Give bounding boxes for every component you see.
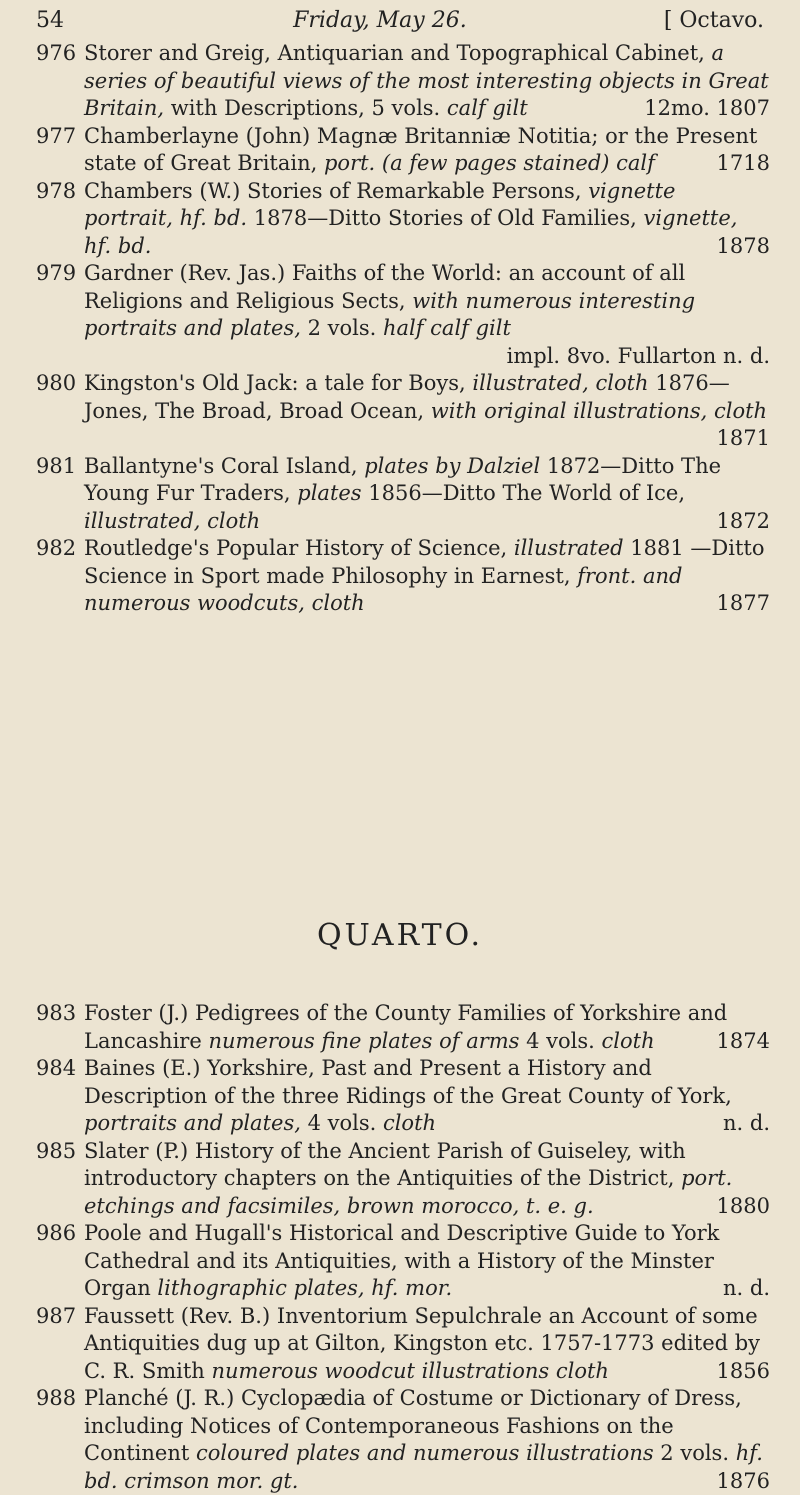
entry-text: Ballantyne's Coral Island, (84, 454, 364, 478)
entry-format-date: 1718 (717, 150, 770, 178)
entry-text: 1872—Ditto The Young Fur Traders, (84, 454, 721, 506)
catalogue-entry (36, 370, 770, 453)
entry-text: 1856—Ditto The World of Ice, (362, 481, 685, 505)
entry-text: Chamberlayne (John) Magnæ Britanniæ Notitia; or the Present state of Great Britain, (84, 124, 757, 176)
lot-number: 985 (36, 1138, 84, 1166)
entry-format-date: n. d. (723, 1275, 770, 1303)
lot-number: 987 (36, 1303, 84, 1331)
entry-text: Faussett (Rev. B.) Inventorium Sepulchrale an Account of some Antiquities dug up at Gilton, Kingston etc. 1757-1773 edited by C. R. Smith (84, 1304, 760, 1383)
entry-text: Chambers (W.) Stories of Remarkable Persons, (84, 179, 588, 203)
entry-italic-text: portraits and plates, (84, 1111, 301, 1135)
entry-text: Foster (J.) Pedigrees of the County Families of Yorkshire and Lancashire (84, 1001, 727, 1053)
lot-number: 983 (36, 1000, 84, 1028)
section-title: QUARTO. (0, 918, 800, 953)
catalogue-entry (36, 1000, 770, 1055)
entry-italic-text: cloth (602, 1029, 655, 1053)
entry-italic-text: port. etchings and facsimiles, brown morocco, t. e. g. (84, 1166, 732, 1218)
entry-italic-text: with numerous interesting portraits and plates, (84, 289, 695, 341)
catalogue-entry (36, 123, 770, 178)
entry-italic-text: calf gilt (447, 96, 528, 120)
entry-format-date: impl. 8vo. Fullarton n. d. (507, 343, 770, 371)
entry-italic-text: with original illustrations, cloth (431, 399, 767, 423)
entry-text: Baines (E.) Yorkshire, Past and Present a History and Description of the three Ridings of the Great County of York, (84, 1056, 732, 1108)
lot-number: 980 (36, 370, 84, 398)
entry-text: 2 vols. (301, 316, 383, 340)
entry-italic-text: port. (a few pages stained) calf (324, 151, 655, 175)
entry-format-date: 1878 (717, 233, 770, 261)
entry-text: 1876—Jones, The Broad, Broad Ocean, (84, 371, 730, 423)
entry-text: with Descriptions, 5 vols. (164, 96, 447, 120)
format-label: [ Octavo. (664, 8, 764, 33)
catalogue-entry (36, 40, 770, 123)
catalogue-entry (36, 535, 770, 618)
entry-italic-text: cloth (383, 1111, 436, 1135)
entry-italic-text: lithographic plates, hf. mor. (157, 1276, 452, 1300)
lot-number: 977 (36, 123, 84, 151)
entry-text: Kingston's Old Jack: a tale for Boys, (84, 371, 472, 395)
lot-number: 979 (36, 260, 84, 288)
entry-format-date: 1876 (717, 1468, 770, 1495)
entry-format-date: 12mo. 1807 (644, 95, 770, 123)
entry-text: 2 vols. (654, 1441, 736, 1465)
entry-format-date: 1874 (717, 1028, 770, 1056)
entry-text: 4 vols. (519, 1029, 601, 1053)
sale-date: Friday, May 26. (293, 8, 467, 33)
lot-number: 988 (36, 1385, 84, 1413)
entry-text: 1881 —Ditto Science in Sport made Philosophy in Earnest, (84, 536, 765, 588)
entry-format-date: 1872 (717, 508, 770, 536)
entry-text: 1878—Ditto Stories of Old Families, (247, 206, 643, 230)
lot-number: 981 (36, 453, 84, 481)
entry-italic-text: numerous fine plates of arms (208, 1029, 519, 1053)
entry-format-date: n. d. (723, 1110, 770, 1138)
catalogue-entry (36, 1138, 770, 1221)
entry-text: Planché (J. R.) Cyclopædia of Costume or Dictionary of Dress, including Notices of Contemporaneous Fashions on the Continent (84, 1386, 742, 1465)
entry-text: Slater (P.) History of the Ancient Parish of Guiseley, with introductory chapters on the Antiquities of the District, (84, 1139, 686, 1191)
catalogue-entry (36, 453, 770, 536)
lot-number: 982 (36, 535, 84, 563)
entry-italic-text: vignette, hf. bd. (84, 206, 737, 258)
catalogue-entry (36, 178, 770, 261)
lot-number: 986 (36, 1220, 84, 1248)
lot-number: 978 (36, 178, 84, 206)
entry-italic-text: illustrated, cloth (472, 371, 648, 395)
entry-italic-text: front. and numerous woodcuts, cloth (84, 564, 682, 616)
catalogue-entry (36, 1303, 770, 1386)
catalogue-entry (36, 1385, 770, 1495)
catalogue-entry (36, 1220, 770, 1303)
entry-italic-text: vignette portrait, hf. bd. (84, 179, 675, 231)
entry-italic-text: plates by Dalziel (364, 454, 540, 478)
page-header (36, 8, 764, 33)
catalogue-entry (36, 1055, 770, 1138)
entry-italic-text: numerous woodcut illustrations cloth (212, 1359, 609, 1383)
entry-italic-text: illustrated, cloth (84, 509, 260, 533)
entry-text: Routledge's Popular History of Science, (84, 536, 514, 560)
entry-format-date: 1877 (717, 590, 770, 618)
entry-text: Gardner (Rev. Jas.) Faiths of the World: an account of all Religions and Religious Sects, (84, 261, 685, 313)
lot-number: 984 (36, 1055, 84, 1083)
entry-text: 4 vols. (301, 1111, 383, 1135)
entry-italic-text: half calf gilt (383, 316, 511, 340)
octavo-entries (36, 40, 770, 618)
entry-italic-text: hf. bd. crimson mor. gt. (84, 1441, 763, 1493)
entry-format-date: 1856 (717, 1358, 770, 1386)
entry-italic-text: coloured plates and numerous illustrations (196, 1441, 654, 1465)
entry-text: Poole and Hugall's Historical and Descriptive Guide to York Cathedral and its Antiquities, with a History of the Minster Organ (84, 1221, 719, 1300)
entry-text: Storer and Greig, Antiquarian and Topographical Cabinet, (84, 41, 712, 65)
entry-format-date: 1871 (717, 425, 770, 453)
entry-format-date: 1880 (717, 1193, 770, 1221)
catalogue-entry (36, 260, 770, 370)
quarto-entries (36, 1000, 770, 1495)
lot-number: 976 (36, 40, 84, 68)
page-number: 54 (36, 8, 96, 33)
entry-italic-text: a series of beautiful views of the most interesting objects in Great Britain, (84, 41, 769, 120)
entry-italic-text: plates (297, 481, 361, 505)
entry-italic-text: illustrated (514, 536, 624, 560)
